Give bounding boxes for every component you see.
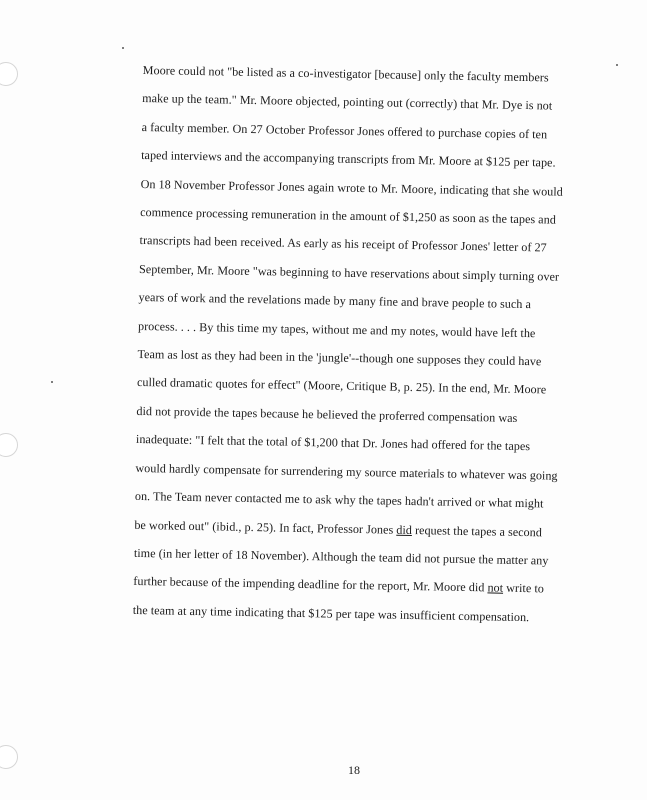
binder-hole-top <box>0 62 18 86</box>
binder-hole-middle <box>0 433 18 457</box>
binder-hole-bottom <box>0 745 18 769</box>
text-line: Team as lost as they had been in the 'jungle'--though one supposes they could have <box>137 347 542 369</box>
page-number: 18 <box>348 763 360 777</box>
text-line: did not provide the tapes because he believed the proferred compensation was <box>136 403 518 425</box>
scan-speck <box>616 64 618 66</box>
text-line: years of work and the revelations made by many fine and brave people to such a <box>138 290 532 312</box>
text-line: would hardly compensate for surrendering my source materials to whatever was going <box>135 460 558 483</box>
text-line: September, Mr. Moore "was beginning to have reservations about simply turning over <box>138 261 560 284</box>
text-line: process. . . . By this time my tapes, without me and my notes, would have left the <box>137 318 536 340</box>
text-line: commence processing remuneration in the amount of $1,250 as soon as the tapes and <box>140 205 557 227</box>
text-line: time (in her letter of 18 November). Although the team did not pursue the matter any <box>133 545 549 568</box>
text-fragment: be worked out" (ibid., p. 25). In fact, Professor Jones <box>134 517 397 537</box>
text-line: culled dramatic quotes for effect" (Moore, Critique B, p. 25). In the end, Mr. Moore <box>136 375 547 397</box>
text-line: taped interviews and the accompanying transcripts from Mr. Moore at $125 per tape. <box>141 148 556 170</box>
text-fragment: request the tapes a second <box>411 522 543 539</box>
text-fragment: further because of the impending deadline for the report, Mr. Moore did <box>133 574 488 595</box>
text-line: a faculty member. On 27 October Professor Jones offered to purchase copies of ten <box>141 119 548 142</box>
text-line: transcripts had been received. As early as his receipt of Professor Jones' letter of 27 <box>139 233 547 255</box>
text-line: make up the team." Mr. Moore objected, pointing out (correctly) that Mr. Dye is not <box>142 91 553 113</box>
body-paragraph <box>133 56 611 633</box>
text-fragment: write to <box>503 581 545 596</box>
underlined-word: not <box>487 580 504 596</box>
text-line: Moore could not "be listed as a co-investigator [because] only the faculty members <box>142 62 549 85</box>
text-line: on. The Team never contacted me to ask why the tapes hadn't arrived or what might <box>134 489 544 511</box>
scan-speck <box>122 47 124 49</box>
scan-speck <box>51 381 53 383</box>
text-line: the team at any time indicating that $125 per tape was insufficient compensation. <box>132 602 530 624</box>
text-line: inadequate: "I felt that the total of $1,200 that Dr. Jones had offered for the tapes <box>135 432 531 454</box>
text-line: On 18 November Professor Jones again wrote to Mr. Moore, indicating that she would <box>140 176 563 199</box>
underlined-word: did <box>396 522 413 537</box>
